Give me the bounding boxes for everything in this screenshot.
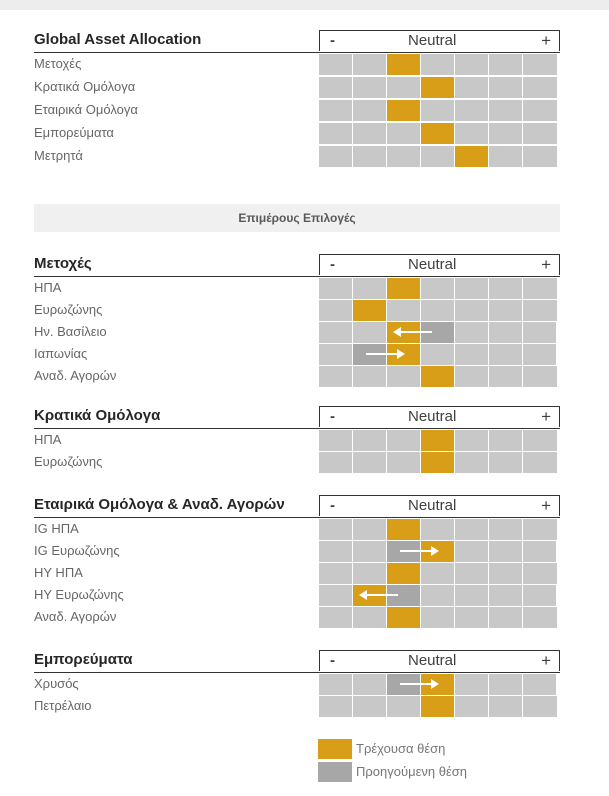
section-rows [34,429,560,473]
position-cell [523,100,557,122]
position-cell [353,607,387,629]
position-cell [353,452,387,474]
position-grid [319,123,559,145]
allocation-row [34,299,560,321]
allocation-row [34,321,560,343]
position-cell [319,77,353,99]
position-cell [319,452,353,474]
scale-neutral: Neutral [408,256,457,273]
position-cell [319,674,353,696]
position-grid [319,278,559,300]
allocation-row [34,343,560,365]
section-rows [34,518,560,628]
row-label: Εμπορεύματα [34,125,114,140]
position-grid [319,54,559,76]
position-cell [421,585,455,607]
allocation-row [34,451,560,473]
arrow-left-icon [366,594,398,596]
allocation-row [34,76,560,99]
position-cell [523,278,557,300]
position-cell [387,366,421,388]
scale-neutral: Neutral [408,497,457,514]
section-commodities [34,650,560,717]
position-grid [319,366,559,388]
position-cell [523,300,557,322]
allocation-row [34,277,560,299]
position-cell [489,123,523,145]
position-cell [523,344,557,366]
position-grid [319,452,559,474]
scale-minus: - [330,256,335,273]
position-cell [489,430,523,452]
position-cell [523,696,557,718]
position-cell [387,696,421,718]
position-grid [319,519,559,541]
row-label: Ιαπωνίας [34,346,88,361]
position-cell [455,541,489,563]
row-label: IG Ευρωζώνης [34,543,120,558]
position-cell [523,452,557,474]
position-cell [489,585,523,607]
section-scale-box [319,254,560,275]
position-grid [319,100,559,122]
position-cell [489,519,523,541]
position-cell [421,366,455,388]
position-cell [319,278,353,300]
position-cell [353,563,387,585]
position-cell [421,77,455,99]
legend-current [318,739,528,761]
position-grid [319,300,559,322]
position-cell [421,300,455,322]
position-cell [421,519,455,541]
position-cell [353,54,387,76]
legend-previous-swatch [318,762,352,782]
position-cell [489,366,523,388]
legend-current-label: Τρέχουσα θέση [356,741,446,756]
position-cell [387,607,421,629]
position-cell [319,300,353,322]
allocation-row [34,518,560,540]
position-cell [353,344,387,366]
position-cell [489,100,523,122]
legend [318,739,528,785]
position-cell [421,696,455,718]
row-label: Εταιρικά Ομόλογα [34,102,138,117]
position-cell [455,77,489,99]
scale-minus: - [330,652,335,669]
arrow-right-icon [366,353,398,355]
allocation-row [34,606,560,628]
position-cell [421,123,455,145]
scale-minus: - [330,32,335,49]
global-allocation-header [34,30,560,53]
section-scale-box [319,650,560,671]
position-cell [353,674,387,696]
allocation-row [34,99,560,122]
position-cell [319,100,353,122]
position-cell [455,344,489,366]
row-label: Πετρέλαιο [34,698,92,713]
position-cell [319,366,353,388]
allocation-row [34,673,560,695]
position-grid [319,344,559,366]
allocation-row [34,695,560,717]
scale-neutral: Neutral [408,32,457,49]
allocation-row [34,53,560,76]
position-cell [523,607,557,629]
position-cell [387,77,421,99]
position-cell [455,519,489,541]
section-header [34,650,560,673]
position-grid [319,585,559,607]
position-cell [455,300,489,322]
row-label: ΗΠΑ [34,280,62,295]
section-title: Κρατικά Ομόλογα [34,407,161,424]
scale-plus: + [541,651,551,670]
section-rows [34,277,560,387]
position-cell [387,300,421,322]
position-cell [455,585,489,607]
scale-minus: - [330,408,335,425]
position-cell [353,696,387,718]
position-cell [387,585,421,607]
position-grid [319,696,559,718]
position-cell [455,563,489,585]
position-cell [319,344,353,366]
position-cell [523,146,557,168]
position-cell [455,54,489,76]
position-cell [523,519,557,541]
position-grid [319,541,559,563]
row-label: Αναδ. Αγορών [34,368,117,383]
section-scale-box [319,495,560,516]
position-cell [455,366,489,388]
position-cell [455,696,489,718]
position-cell [353,430,387,452]
position-cell [523,563,557,585]
global-allocation-title: Global Asset Allocation [34,31,202,48]
legend-current-swatch [318,739,352,759]
position-cell [523,366,557,388]
allocation-row [34,584,560,606]
position-cell [455,674,489,696]
position-cell [421,563,455,585]
position-cell [387,100,421,122]
position-cell [489,452,523,474]
position-cell [455,322,489,344]
position-cell [387,123,421,145]
position-cell [421,322,455,344]
position-cell [489,674,523,696]
position-cell [387,452,421,474]
allocation-row [34,365,560,387]
position-cell [523,541,557,563]
scale-neutral: Neutral [408,408,457,425]
allocation-row [34,429,560,451]
position-cell [489,54,523,76]
row-label: ΗΠΑ [34,432,62,447]
position-cell [353,300,387,322]
position-cell [455,123,489,145]
section-title: Μετοχές [34,255,92,272]
position-cell [353,77,387,99]
section-header [34,495,560,518]
position-cell [319,322,353,344]
position-cell [489,563,523,585]
position-cell [489,607,523,629]
section-equities [34,254,560,387]
position-cell [489,541,523,563]
position-cell [319,146,353,168]
position-cell [455,452,489,474]
scale-plus: + [541,255,551,274]
scale-plus: + [541,407,551,426]
global-scale-box [319,30,560,51]
position-cell [387,541,421,563]
position-cell [387,519,421,541]
position-cell [387,674,421,696]
position-cell [489,146,523,168]
top-strip [0,0,609,10]
position-cell [421,54,455,76]
position-cell [489,344,523,366]
position-cell [319,541,353,563]
position-cell [523,674,557,696]
scale-plus: + [541,496,551,515]
row-label: Μετοχές [34,56,82,71]
position-cell [489,77,523,99]
position-cell [353,541,387,563]
position-cell [523,123,557,145]
row-label: HY ΗΠΑ [34,565,83,580]
row-label: HY Ευρωζώνης [34,587,124,602]
position-cell [387,54,421,76]
row-label: Κρατικά Ομόλογα [34,79,136,94]
scale-minus: - [330,497,335,514]
section-rows [34,673,560,717]
position-cell [455,430,489,452]
position-grid [319,146,559,168]
allocation-row [34,540,560,562]
allocation-row [34,122,560,145]
position-cell [353,322,387,344]
position-cell [387,563,421,585]
row-label: IG ΗΠΑ [34,521,79,536]
allocation-row [34,145,560,168]
position-cell [387,430,421,452]
position-cell [353,146,387,168]
row-label: Ην. Βασίλειο [34,324,107,339]
global-allocation-block [34,30,560,168]
section-corporate-bonds [34,495,560,628]
position-cell [421,146,455,168]
position-cell [319,54,353,76]
position-cell [421,344,455,366]
position-cell [353,100,387,122]
section-scale-box [319,406,560,427]
position-cell [353,366,387,388]
position-grid [319,430,559,452]
scale-neutral: Neutral [408,652,457,669]
scale-plus: + [541,31,551,50]
arrow-right-icon [400,683,432,685]
legend-previous [318,762,528,784]
position-cell [319,563,353,585]
position-cell [455,100,489,122]
position-cell [489,322,523,344]
position-cell [455,146,489,168]
section-title: Εταιρικά Ομόλογα & Αναδ. Αγορών [34,496,285,513]
position-grid [319,77,559,99]
position-cell [421,278,455,300]
position-cell [523,322,557,344]
row-label: Χρυσός [34,676,79,691]
position-cell [455,278,489,300]
position-cell [489,278,523,300]
section-header [34,254,560,277]
position-cell [421,607,455,629]
position-cell [319,696,353,718]
position-cell [319,430,353,452]
row-label: Ευρωζώνης [34,302,103,317]
position-cell [421,430,455,452]
position-cell [523,54,557,76]
legend-previous-label: Προηγούμενη θέση [356,764,467,779]
arrow-left-icon [400,331,432,333]
position-cell [353,278,387,300]
position-grid [319,607,559,629]
section-government-bonds [34,406,560,473]
position-cell [387,146,421,168]
row-label: Ευρωζώνης [34,454,103,469]
position-cell [455,607,489,629]
position-cell [523,430,557,452]
position-grid [319,563,559,585]
position-cell [319,585,353,607]
position-grid [319,674,559,696]
position-cell [489,696,523,718]
position-cell [319,519,353,541]
position-cell [319,123,353,145]
position-cell [421,452,455,474]
arrow-right-icon [400,550,432,552]
position-cell [319,607,353,629]
position-cell [353,519,387,541]
global-allocation-rows [34,53,560,168]
position-cell [353,123,387,145]
section-header [34,406,560,429]
section-title: Εμπορεύματα [34,651,133,668]
position-grid [319,322,559,344]
allocation-row [34,562,560,584]
position-cell [421,100,455,122]
sub-selection-header: Επιμέρους Επιλογές [34,204,560,232]
position-cell [523,77,557,99]
position-cell [387,278,421,300]
position-cell [489,300,523,322]
row-label: Μετρητά [34,148,83,163]
position-cell [523,585,557,607]
row-label: Αναδ. Αγορών [34,609,117,624]
